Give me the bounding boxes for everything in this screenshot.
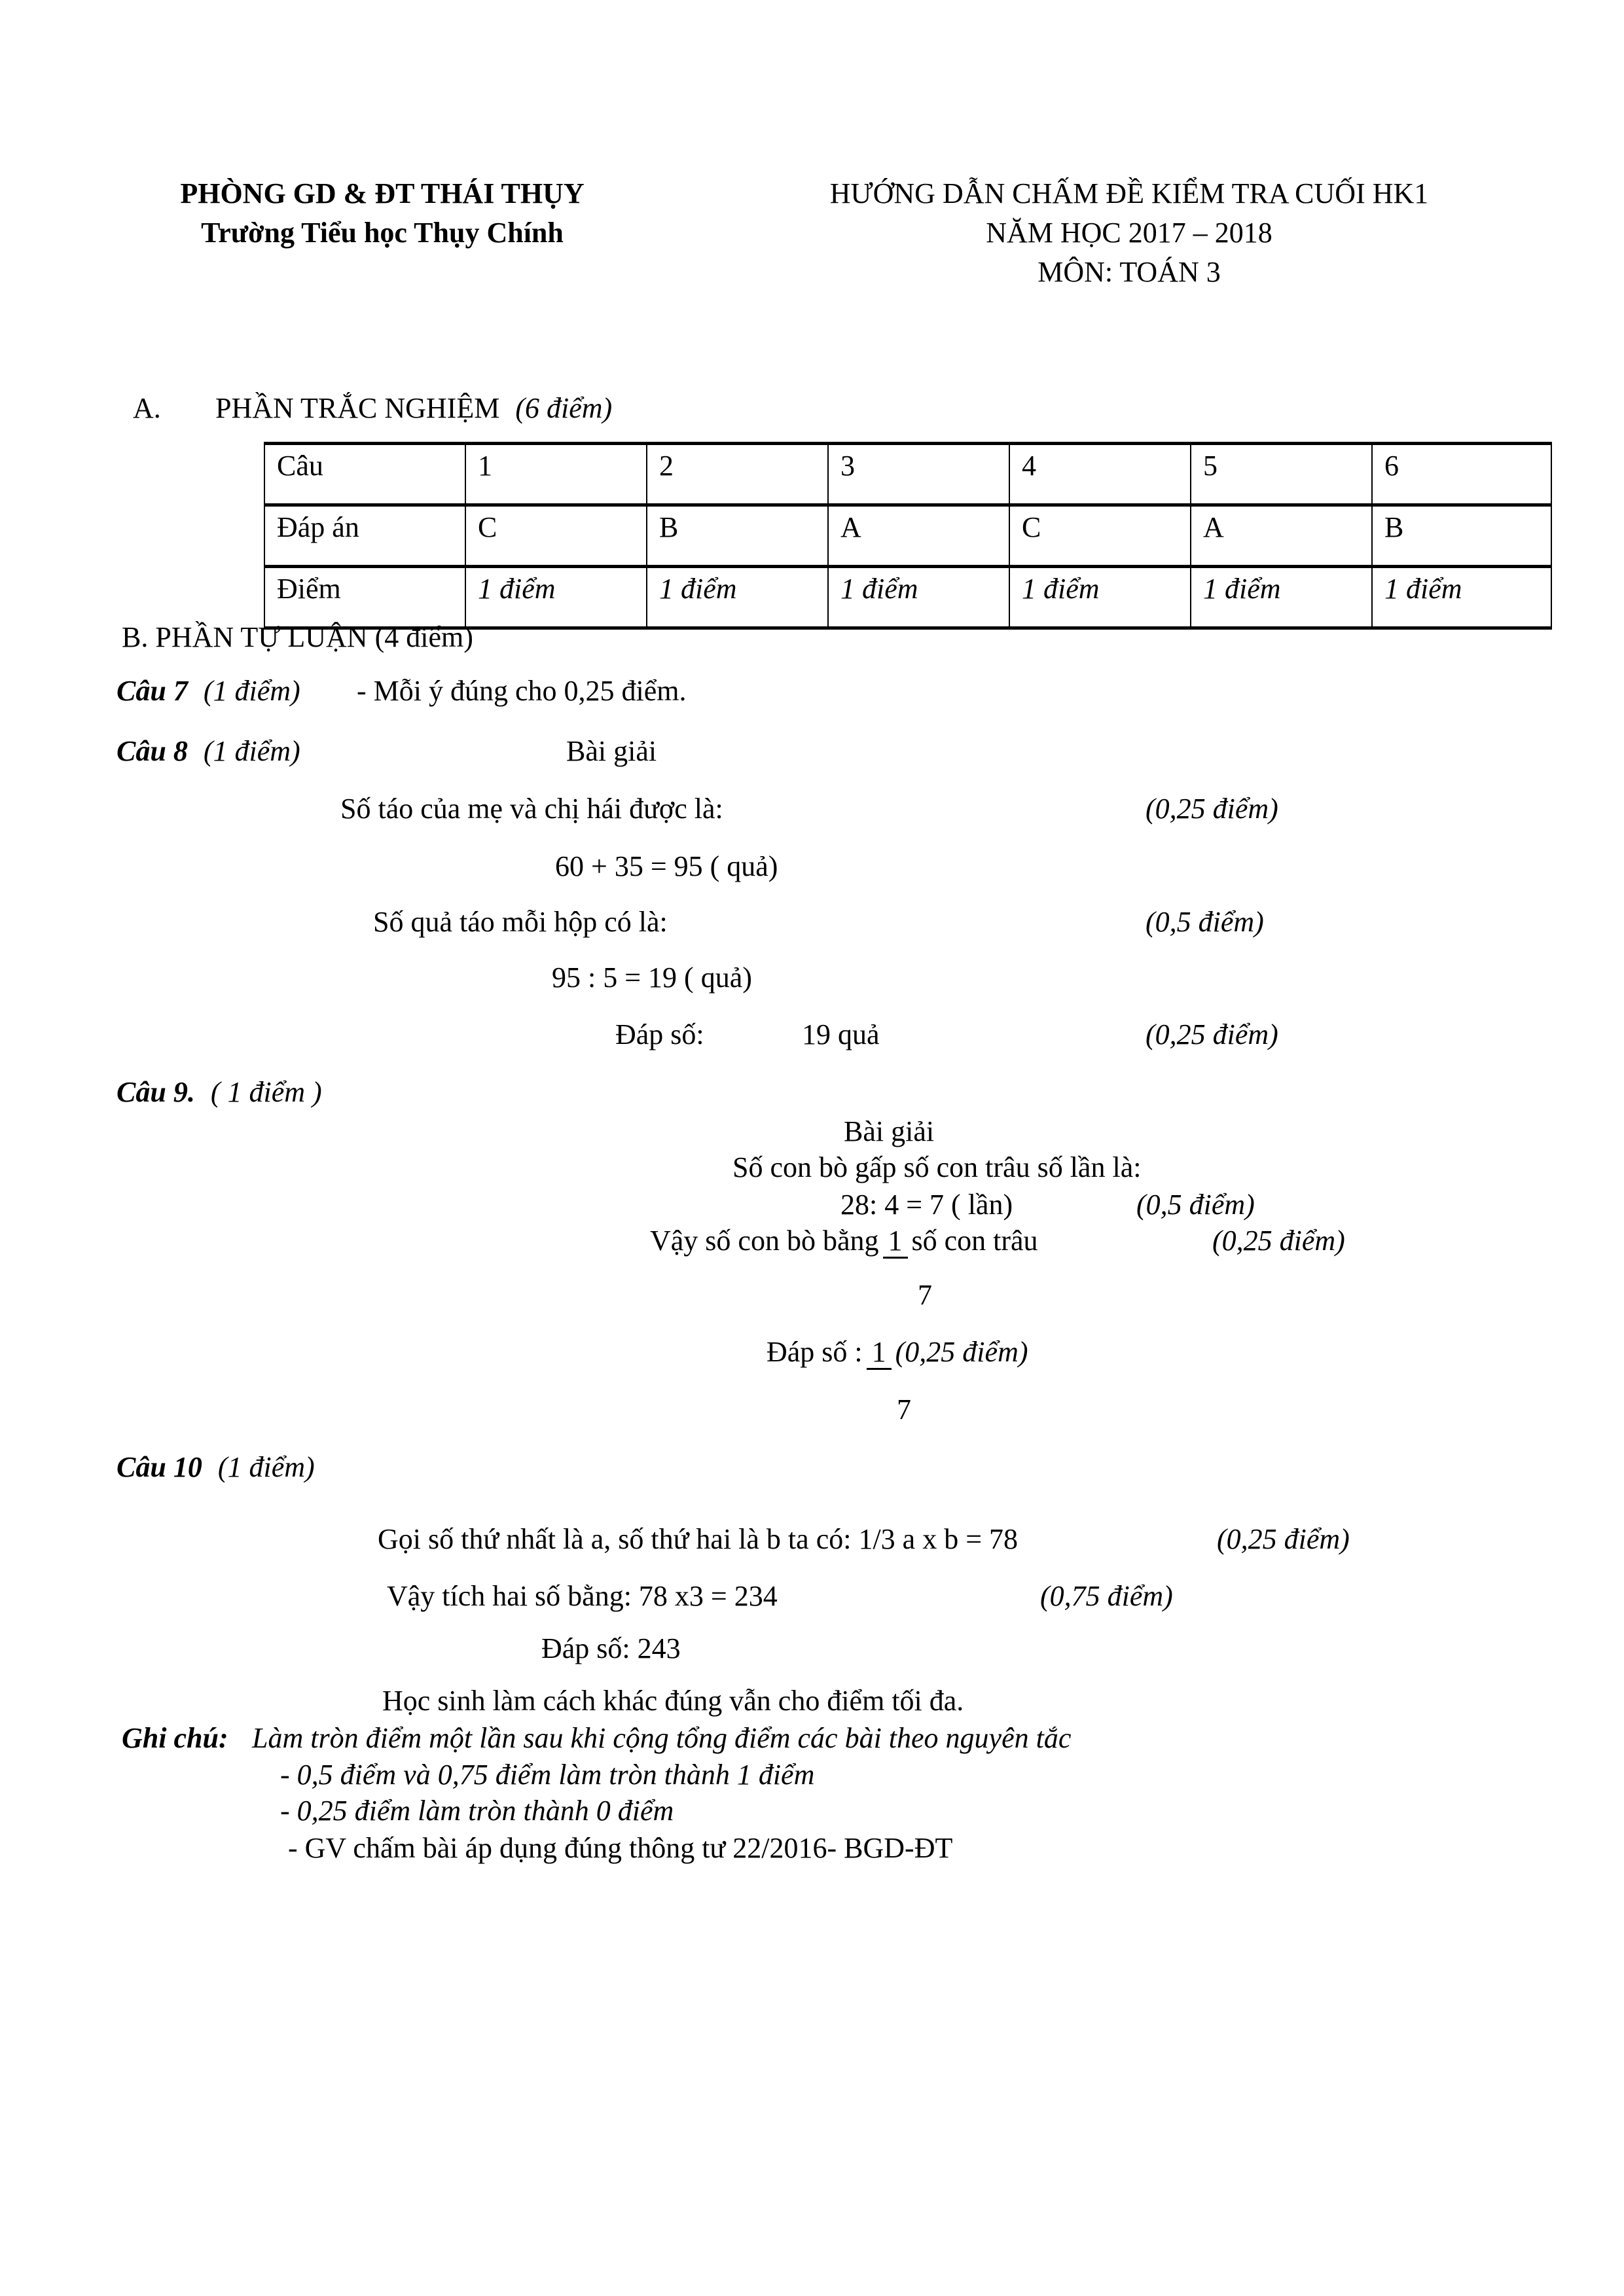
question-number: 1 <box>465 444 647 505</box>
section-b-heading <box>0 620 1624 662</box>
ghichu-item2: - 0,25 điểm làm tròn thành 0 điểm <box>280 1795 674 1827</box>
ghichu-item3: - GV chấm bài áp dụng đúng thông tư 22/2016- BGD-ĐT <box>288 1832 953 1864</box>
fraction-numerator: 1 <box>883 1225 908 1259</box>
answer-cell: A <box>1191 505 1372 567</box>
cau10-score: (1 điểm) <box>217 1451 315 1483</box>
document-title: HƯỚNG DẪN CHẤM ĐỀ KIỂM TRA CUỐI HK1 <box>829 177 1429 209</box>
ghichu-line <box>0 1721 1624 1763</box>
cau9-step1-line <box>0 1151 1624 1193</box>
cau8-step2-score: (0,5 điểm) <box>1146 906 1264 938</box>
cau10-step2-score: (0,75 điểm) <box>1040 1580 1173 1612</box>
cau8-step1-line <box>0 792 1624 834</box>
cau9-step1: Số con bò gấp số con trâu số lần là: <box>732 1151 1142 1183</box>
cau8-calc2: 95 : 5 = 19 ( quả) <box>552 961 752 994</box>
ghichu-label: Ghi chú: <box>122 1722 228 1754</box>
answer-cell: B <box>1372 505 1551 567</box>
cau9-solution-title: Bài giải <box>844 1115 935 1147</box>
table-row-question <box>264 444 1551 505</box>
cau10-step1-line <box>0 1522 1624 1564</box>
cau10-note-line <box>0 1684 1624 1726</box>
cau9-answer-line <box>0 1335 1624 1377</box>
school-year: NĂM HỌC 2017 – 2018 <box>986 217 1272 249</box>
row-header-cau: Câu <box>264 444 465 505</box>
cau8-step2: Số quả táo mỗi hộp có là: <box>373 906 668 938</box>
cau8-score: (1 điểm) <box>203 735 300 767</box>
cau8-line <box>0 734 1624 776</box>
cau10-note: Học sinh làm cách khác đúng vẫn cho điểm tối đa. <box>382 1685 964 1717</box>
section-a-heading <box>0 391 1624 433</box>
cau9-conclusion-score: (0,25 điểm) <box>1212 1225 1345 1257</box>
question-number: 6 <box>1372 444 1551 505</box>
header-left-block <box>120 174 644 253</box>
cau7-label: Câu 7 (1 điểm) <box>117 675 300 707</box>
row-header-dapan: Đáp án <box>264 505 465 567</box>
cau10-line <box>0 1450 1624 1492</box>
ghichu-intro: Làm tròn điểm một lần sau khi cộng tổng điểm các bài theo nguyên tắc <box>252 1722 1072 1754</box>
question-number: 5 <box>1191 444 1372 505</box>
cau10-label: Câu 10 (1 điểm) <box>117 1451 315 1483</box>
points-cell: 1 điểm <box>1009 567 1191 628</box>
points-cell: 1 điểm <box>828 567 1009 628</box>
cau8-answer-score: (0,25 điểm) <box>1146 1018 1278 1050</box>
school-name: Trường Tiểu học Thụy Chính <box>201 217 564 249</box>
answer-cell: C <box>465 505 647 567</box>
cau9-answer-den-line <box>0 1393 1624 1435</box>
answer-cell: C <box>1009 505 1191 567</box>
ghichu-item1: - 0,5 điểm và 0,75 điểm làm tròn thành 1 điểm <box>280 1759 815 1791</box>
cau8-answer-value: 19 quả <box>802 1018 880 1050</box>
section-a-label: A. <box>133 392 161 424</box>
question-number: 3 <box>828 444 1009 505</box>
cau7-note: - Mỗi ý đúng cho 0,25 điểm. <box>357 675 687 707</box>
section-a-score: (6 điểm) <box>515 392 613 424</box>
cau8-calc2-line <box>0 961 1624 1003</box>
cau10-step2-line <box>0 1579 1624 1621</box>
cau8-calc1-line <box>0 850 1624 891</box>
cau9-calc1-score: (0,5 điểm) <box>1136 1189 1255 1221</box>
cau9-frac-den-line <box>0 1278 1624 1320</box>
cau8-step1: Số táo của mẹ và chị hái được là: <box>340 793 723 825</box>
row-header-diem: Điểm <box>264 567 465 628</box>
cau10-step1-score: (0,25 điểm) <box>1217 1523 1350 1555</box>
cau8-solution-title: Bài giải <box>566 735 657 767</box>
table-row-points <box>264 567 1551 628</box>
answer-fraction-numerator: 1 <box>867 1336 892 1370</box>
cau9-answer: Đáp số : 1 (0,25 điểm) <box>767 1335 1028 1369</box>
answer-cell: A <box>828 505 1009 567</box>
points-cell: 1 điểm <box>1191 567 1372 628</box>
cau8-calc1: 60 + 35 = 95 ( quả) <box>555 850 778 882</box>
answer-cell: B <box>647 505 828 567</box>
ghichu-item2-line <box>0 1794 1624 1836</box>
cau9-conclusion-line <box>0 1224 1624 1266</box>
cau9-answer-score: (0,25 điểm) <box>895 1336 1028 1368</box>
points-cell: 1 điểm <box>465 567 647 628</box>
table-row-answer <box>264 505 1551 567</box>
answer-fraction-denominator: 7 <box>897 1393 911 1426</box>
cau8-answer-label: Đáp số: <box>615 1018 704 1050</box>
points-cell: 1 điểm <box>1372 567 1551 628</box>
cau9-line <box>0 1075 1624 1117</box>
cau10-step1: Gọi số thứ nhất là a, số thứ hai là b ta có: 1/3 a x b = 78 <box>378 1523 1019 1555</box>
answer-key-table <box>264 442 1552 630</box>
cau8-step1-score: (0,25 điểm) <box>1146 793 1278 825</box>
question-number: 2 <box>647 444 828 505</box>
cau8-label: Câu 8 (1 điểm) <box>117 735 300 767</box>
section-b-title: B. PHẦN TỰ LUẬN (4 điểm) <box>122 621 473 653</box>
department-name: PHÒNG GD & ĐT THÁI THỤY <box>180 177 585 209</box>
cau9-label: Câu 9. ( 1 điểm ) <box>117 1076 322 1108</box>
section-a-title: PHẦN TRẮC NGHIỆM (6 điểm) <box>215 392 613 424</box>
cau10-step2: Vậy tích hai số bằng: 78 x3 = 234 <box>387 1580 778 1612</box>
cau9-calc1: 28: 4 = 7 ( lần) <box>840 1189 1013 1221</box>
ghichu-item3-line <box>0 1831 1624 1873</box>
cau9-score: ( 1 điểm ) <box>210 1076 322 1108</box>
subject-name: MÔN: TOÁN 3 <box>1038 256 1221 288</box>
cau10-answer-line <box>0 1632 1624 1674</box>
cau7-score: (1 điểm) <box>203 675 300 707</box>
header-right-block <box>736 174 1522 292</box>
question-number: 4 <box>1009 444 1191 505</box>
fraction-denominator: 7 <box>918 1279 932 1311</box>
cau10-answer: Đáp số: 243 <box>541 1632 681 1664</box>
points-cell: 1 điểm <box>647 567 828 628</box>
cau7-line <box>0 674 1624 716</box>
cau9-conclusion: Vậy số con bò bằng 1 số con trâu <box>650 1224 1038 1257</box>
cau8-answer-line <box>0 1018 1624 1060</box>
cau8-step2-line <box>0 905 1624 947</box>
